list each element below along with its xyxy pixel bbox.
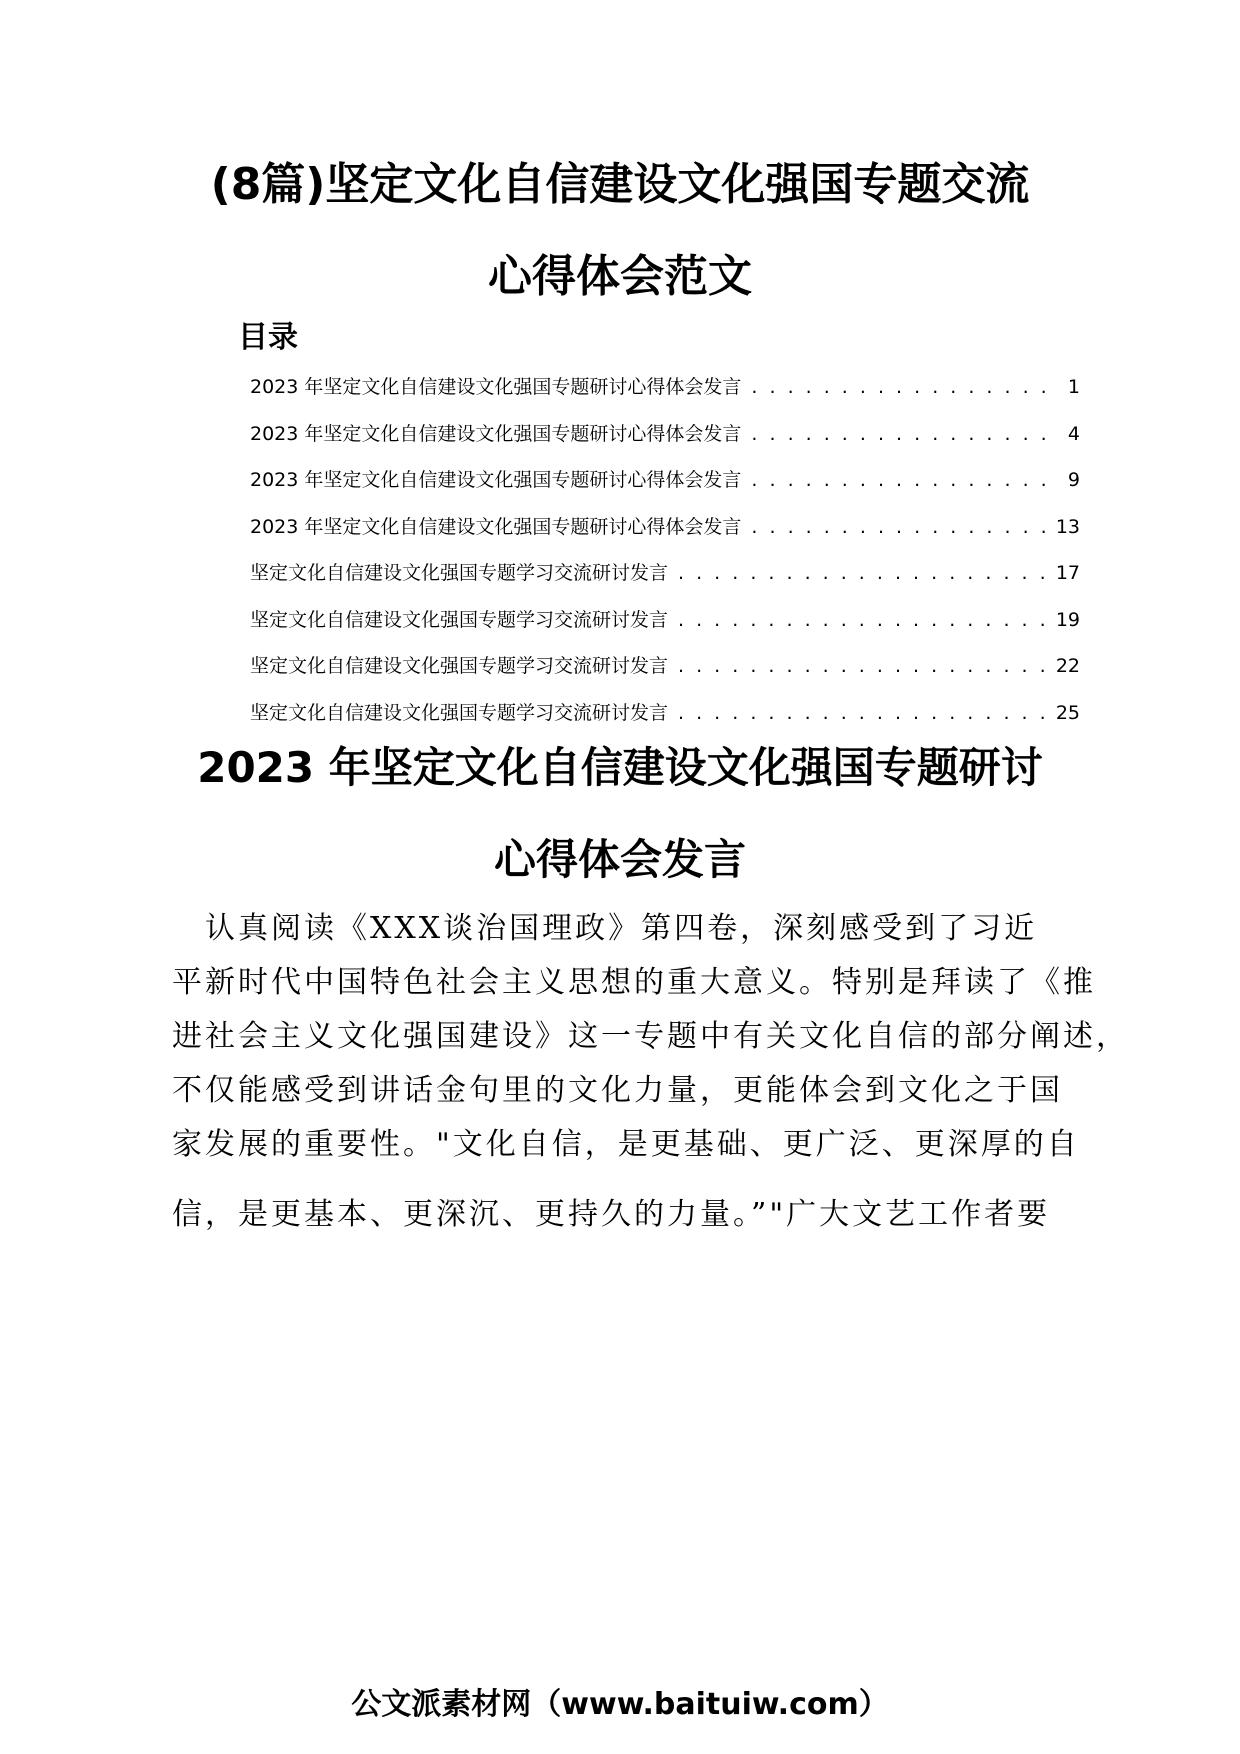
toc-heading: 目录 — [238, 320, 298, 355]
section-title-line2: 心得体会发言 — [493, 835, 746, 884]
toc-leader-dots — [678, 605, 1046, 635]
toc-entry-title: 2023 年坚定文化自信建设文化强国专题研讨心得体会发言 — [250, 515, 742, 538]
toc-entry-page: 9 — [1067, 469, 1080, 491]
toc-entry[interactable] — [250, 512, 1080, 559]
toc-entry-page: 22 — [1055, 655, 1080, 677]
toc-entry-title: 坚定文化自信建设文化强国专题学习交流研讨发言 — [250, 562, 669, 584]
toc-entry-title: 2023 年坚定文化自信建设文化强国专题研讨心得体会发言 — [250, 469, 742, 491]
table-of-contents — [250, 372, 1080, 744]
toc-entry-title: 2023 年坚定文化自信建设文化强国专题研讨心得体会发言 — [250, 376, 742, 398]
toc-entry-page: 4 — [1067, 422, 1080, 445]
toc-entry-title: 坚定文化自信建设文化强国专题学习交流研讨发言 — [250, 608, 669, 631]
toc-entry[interactable] — [250, 419, 1080, 466]
body-line: 认真阅读《XXX谈治国理政》第四卷，深刻感受到了习近 — [172, 911, 1038, 946]
toc-entry-page: 17 — [1055, 562, 1080, 584]
toc-entry[interactable] — [250, 605, 1080, 652]
toc-entry-page: 19 — [1055, 608, 1080, 631]
document-title-line1: (8篇)坚定文化自信建设文化强国专题交流 — [210, 159, 1030, 210]
body-line: 信，是更基本、更深沉、更持久的力量。”"广大文艺工作者要 — [172, 1197, 1051, 1232]
page-footer: 公文派素材网（www.baituiw.com） — [351, 1687, 889, 1722]
body-line: 不仅能感受到讲话金句里的文化力量，更能体会到文化之于国 — [172, 1073, 1063, 1108]
toc-leader-dots — [751, 512, 1045, 542]
body-paragraph — [172, 902, 1129, 1242]
toc-leader-dots — [751, 372, 1046, 402]
toc-entry-title: 坚定文化自信建设文化强国专题学习交流研讨发言 — [250, 655, 669, 677]
toc-entry[interactable] — [250, 372, 1080, 419]
toc-entry-page: 1 — [1067, 376, 1080, 398]
body-line: 家发展的重要性。"文化自信，是更基础、更广泛、更深厚的自 — [172, 1127, 1080, 1162]
toc-entry[interactable] — [250, 651, 1080, 698]
toc-leader-dots — [678, 698, 1046, 728]
toc-entry[interactable] — [250, 465, 1080, 512]
document-title-line2: 心得体会范文 — [488, 251, 752, 302]
toc-leader-dots — [678, 558, 1046, 588]
toc-entry-title: 2023 年坚定文化自信建设文化强国专题研讨心得体会发言 — [250, 422, 742, 445]
toc-entry-page: 13 — [1055, 515, 1080, 538]
toc-leader-dots — [678, 651, 1046, 681]
toc-leader-dots — [751, 465, 1046, 495]
toc-entry-page: 25 — [1055, 701, 1080, 724]
section-title-line1: 2023 年坚定文化自信建设文化强国专题研讨 — [197, 743, 1043, 792]
toc-leader-dots — [751, 419, 1046, 449]
body-line: 平新时代中国特色社会主义思想的重大意义。特别是拜读了《推 — [172, 965, 1096, 1000]
body-line: 进社会主义文化强国建设》这一专题中有关文化自信的部分阐述， — [172, 1019, 1129, 1054]
toc-entry-title: 坚定文化自信建设文化强国专题学习交流研讨发言 — [250, 701, 669, 724]
toc-entry[interactable] — [250, 558, 1080, 605]
